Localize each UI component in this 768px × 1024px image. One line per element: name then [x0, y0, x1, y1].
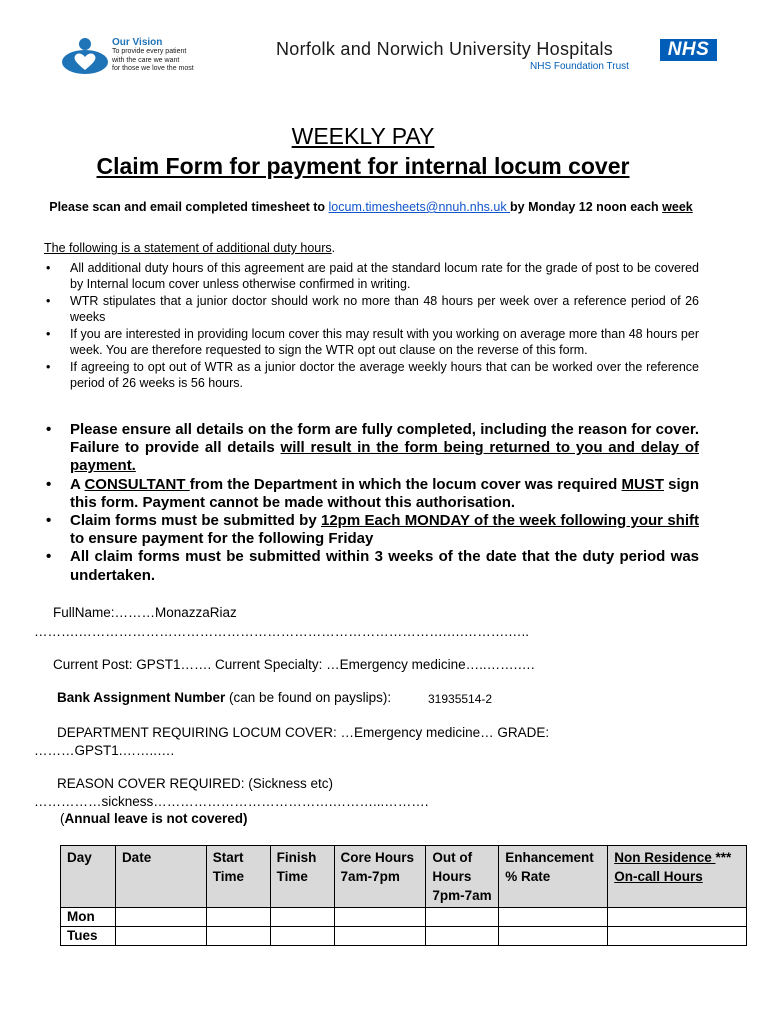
bank-assignment-field[interactable]: [57, 690, 391, 705]
table-cell[interactable]: [608, 927, 747, 946]
column-header: Start Time: [206, 846, 270, 908]
list-item: • WTR stipulates that a junior doctor should work no more than 48 hours per week over a reference period of 26 weeks: [70, 294, 699, 325]
department-field[interactable]: DEPARTMENT REQUIRING LOCUM COVER: …Emergency medicine… GRADE:: [57, 725, 550, 740]
annual-leave-text: Annual leave is not covered): [64, 811, 248, 826]
vision-line: for those we love the most: [112, 65, 194, 73]
our-vision-text: [112, 37, 232, 74]
column-header-text: On-call Hours: [614, 869, 703, 884]
table-row: [61, 927, 747, 946]
grade-field[interactable]: ………GPST1.……..….: [34, 743, 175, 758]
table-cell[interactable]: [334, 927, 426, 946]
nhs-logo: NHS: [660, 39, 717, 61]
important-text: will result in the form being returned to you and delay of payment.: [70, 439, 699, 475]
column-header-stars: ***: [715, 850, 732, 865]
column-header: Date: [115, 846, 206, 908]
table-cell[interactable]: [608, 908, 747, 927]
important-text: MUST: [621, 475, 664, 493]
annual-paren: (: [60, 811, 65, 826]
reason-value: ……………sickness………………………………….………...……….: [34, 794, 429, 809]
day-cell: Mon: [61, 908, 116, 927]
table-cell[interactable]: [115, 927, 206, 946]
vision-line: with the care we want: [112, 56, 180, 64]
title-claim-form: Claim Form for payment for internal locum cover: [96, 153, 630, 179]
list-item: • If agreeing to opt out of WTR as a junior doctor the average weekly hours that can be worked over the reference period of 26 weeks is 56 hours.: [70, 360, 699, 391]
list-item: • All additional duty hours of this agreement are paid at the standard locum rate for the grade of post to be covered by Internal locum cover unless otherwise confirmed in writing.: [70, 261, 699, 292]
trust-subtitle: NHS Foundation Trust: [530, 61, 629, 72]
list-item: • All claim forms must be submitted within 3 weeks of the date that the duty period was undertaken.: [70, 548, 699, 584]
table-cell[interactable]: [426, 927, 499, 946]
table-cell[interactable]: [334, 908, 426, 927]
column-header: Core Hours 7am-7pm: [334, 846, 426, 908]
table-cell[interactable]: [115, 908, 206, 927]
important-text: Please ensure all details on the form are fully completed, including the reason for cover. Failure to provide all details: [70, 421, 699, 457]
annual-leave-note: [60, 811, 248, 826]
instruction-text: week: [662, 200, 693, 214]
fullname-dots: ……….……………………………………………………………………….….……….…..: [34, 624, 530, 639]
column-header-text: Non Residence: [614, 850, 716, 865]
list-item: [70, 512, 699, 548]
important-text: from the Department in which the locum cover was required: [189, 475, 622, 493]
vision-title: Our Vision: [112, 37, 163, 48]
column-header: Finish Time: [270, 846, 334, 908]
list-item: [70, 476, 699, 512]
instruction-text: Please scan and email completed timesheet to: [49, 200, 329, 214]
bank-assignment-value: 31935514-2: [428, 692, 493, 706]
statement-heading-text: The following is a statement of additional duty hours: [44, 241, 332, 255]
important-text: A: [70, 475, 85, 493]
important-text: 12pm Each MONDAY of the week following your shift: [321, 512, 699, 530]
trust-name: Norfolk and Norwich University Hospitals: [276, 39, 614, 59]
submission-instruction: [0, 200, 742, 214]
table-header-row: [61, 846, 747, 908]
list-item: • If you are interested in providing locum cover this may result with you working on average more than 48 hours per week. You are therefore requested to sign the WTR opt out clause on the reverse of this form.: [70, 327, 699, 358]
title-weekly-pay: WEEKLY PAY: [291, 123, 435, 149]
important-text: CONSULTANT: [84, 475, 190, 493]
current-post-field[interactable]: Current Post: GPST1……. Current Specialty: …Emergency medicine…..…….….: [53, 657, 535, 672]
table-row: [61, 908, 747, 927]
column-header: Enhancement % Rate: [499, 846, 608, 908]
table-cell[interactable]: [206, 927, 270, 946]
column-header: Out of Hours 7pm-7am: [426, 846, 499, 908]
vision-line: To provide every patient: [112, 48, 187, 55]
table-cell[interactable]: [499, 927, 608, 946]
statement-list: [70, 261, 699, 393]
column-header: Day: [61, 846, 116, 908]
important-text: to ensure payment for the following Friday: [70, 530, 374, 548]
instruction-text: by Monday 12 noon each: [510, 200, 663, 214]
reason-field[interactable]: REASON COVER REQUIRED: (Sickness etc): [57, 776, 334, 791]
table-cell[interactable]: [426, 908, 499, 927]
email-link[interactable]: locum.timesheets@nnuh.nhs.uk: [328, 200, 511, 214]
important-text: Claim forms must be submitted by: [70, 512, 321, 530]
trust-name-block: [276, 39, 656, 72]
column-header: [608, 846, 747, 908]
important-list: [70, 421, 699, 585]
bank-note: (can be found on payslips):: [225, 690, 392, 705]
bank-label: Bank Assignment Number: [57, 690, 226, 705]
our-vision-logo-icon: [60, 36, 110, 76]
important-text: sign this form. Payment cannot be made without this authorisation.: [70, 475, 699, 511]
list-item: [70, 421, 699, 476]
table-cell[interactable]: [270, 908, 334, 927]
statement-heading: [44, 241, 335, 255]
table-cell[interactable]: [206, 908, 270, 927]
table-cell[interactable]: [499, 908, 608, 927]
statement-heading-end: .: [331, 241, 336, 255]
fullname-field[interactable]: FullName:………MonazzaRiaz: [53, 605, 237, 620]
day-cell: Tues: [61, 927, 116, 946]
hours-table: [60, 845, 747, 946]
table-cell[interactable]: [270, 927, 334, 946]
